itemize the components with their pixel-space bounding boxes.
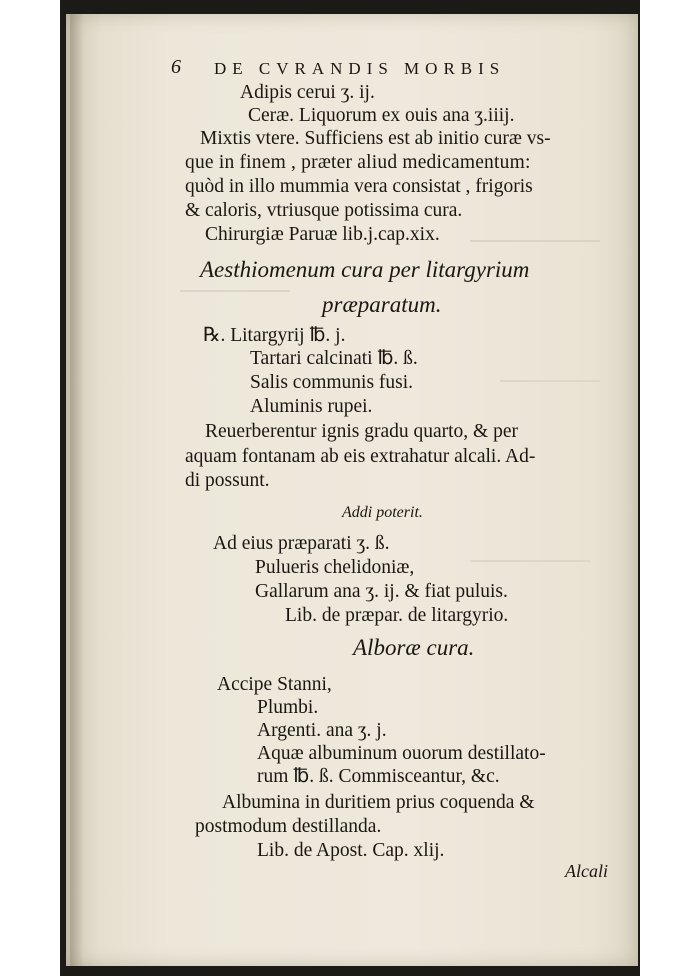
recipe-line: ℞. Litargyrij ℔. j. [203,325,346,346]
section-heading: præparatum. [322,292,442,317]
recipe-line: Ad eius præparati ʒ. ß. [213,533,390,554]
text-line: Chirurgiæ Paruæ lib.j.cap.xix. [205,224,440,245]
text-line: aquam fontanam ab eis extrahatur alcali. Ad- [185,446,536,467]
recipe-line: Gallarum ana ʒ. ij. & fiat puluis. [255,581,508,602]
recipe-line: Accipe Stanni, [217,674,332,695]
text-line: di possunt. [185,470,270,491]
recipe-line: Tartari calcinati ℔. ß. [250,348,418,369]
catchword: Alcali [565,861,608,881]
running-head: DE CVRANDIS MORBIS [214,59,506,78]
bleed-through-mark [470,240,600,252]
bleed-through-mark [470,560,590,572]
text-line: Ceræ. Liquorum ex ouis ana ʒ.iiij. [248,105,515,126]
text-line: postmodum destillanda. [195,816,382,837]
section-heading: Alboræ cura. [353,635,475,660]
recipe-line: Aluminis rupei. [250,396,373,417]
section-heading: Aesthiomenum cura per litargyrium [200,257,530,282]
text-line: Reuerberentur ignis gradu quarto, & per [205,421,518,442]
recipe-line: Pulueris chelidoniæ, [255,557,415,578]
text-line: Adipis cerui ʒ. ij. [240,82,375,103]
text-line: quòd in illo mummia vera consistat , frigoris [185,176,533,197]
recipe-line: Argenti. ana ʒ. j. [257,720,387,741]
text-line: que in finem , præter aliud medicamentum: [185,152,531,173]
reference-line: Lib. de Apost. Cap. xlij. [257,840,445,861]
recipe-line: Aquæ albuminum ouorum destillato- [257,743,546,764]
subheading: Addi poterit. [342,504,423,521]
recipe-line: Plumbi. [257,697,319,718]
bleed-through-mark [180,290,290,302]
text-line: & caloris, vtriusque potissima cura. [185,200,463,221]
text-line: Albumina in duritiem prius coquenda & [222,792,535,813]
bleed-through-mark [500,380,600,392]
recipe-line: rum ℔. ß. Commisceantur, &c. [257,766,500,787]
reference-line: Lib. de præpar. de litargyrio. [285,605,509,626]
recipe-line: Salis communis fusi. [250,372,414,393]
page-gutter-shadow [70,14,84,966]
text-line: Mixtis vtere. Sufficiens est ab initio curæ vs- [200,128,551,149]
page-number: 6 [171,56,181,78]
